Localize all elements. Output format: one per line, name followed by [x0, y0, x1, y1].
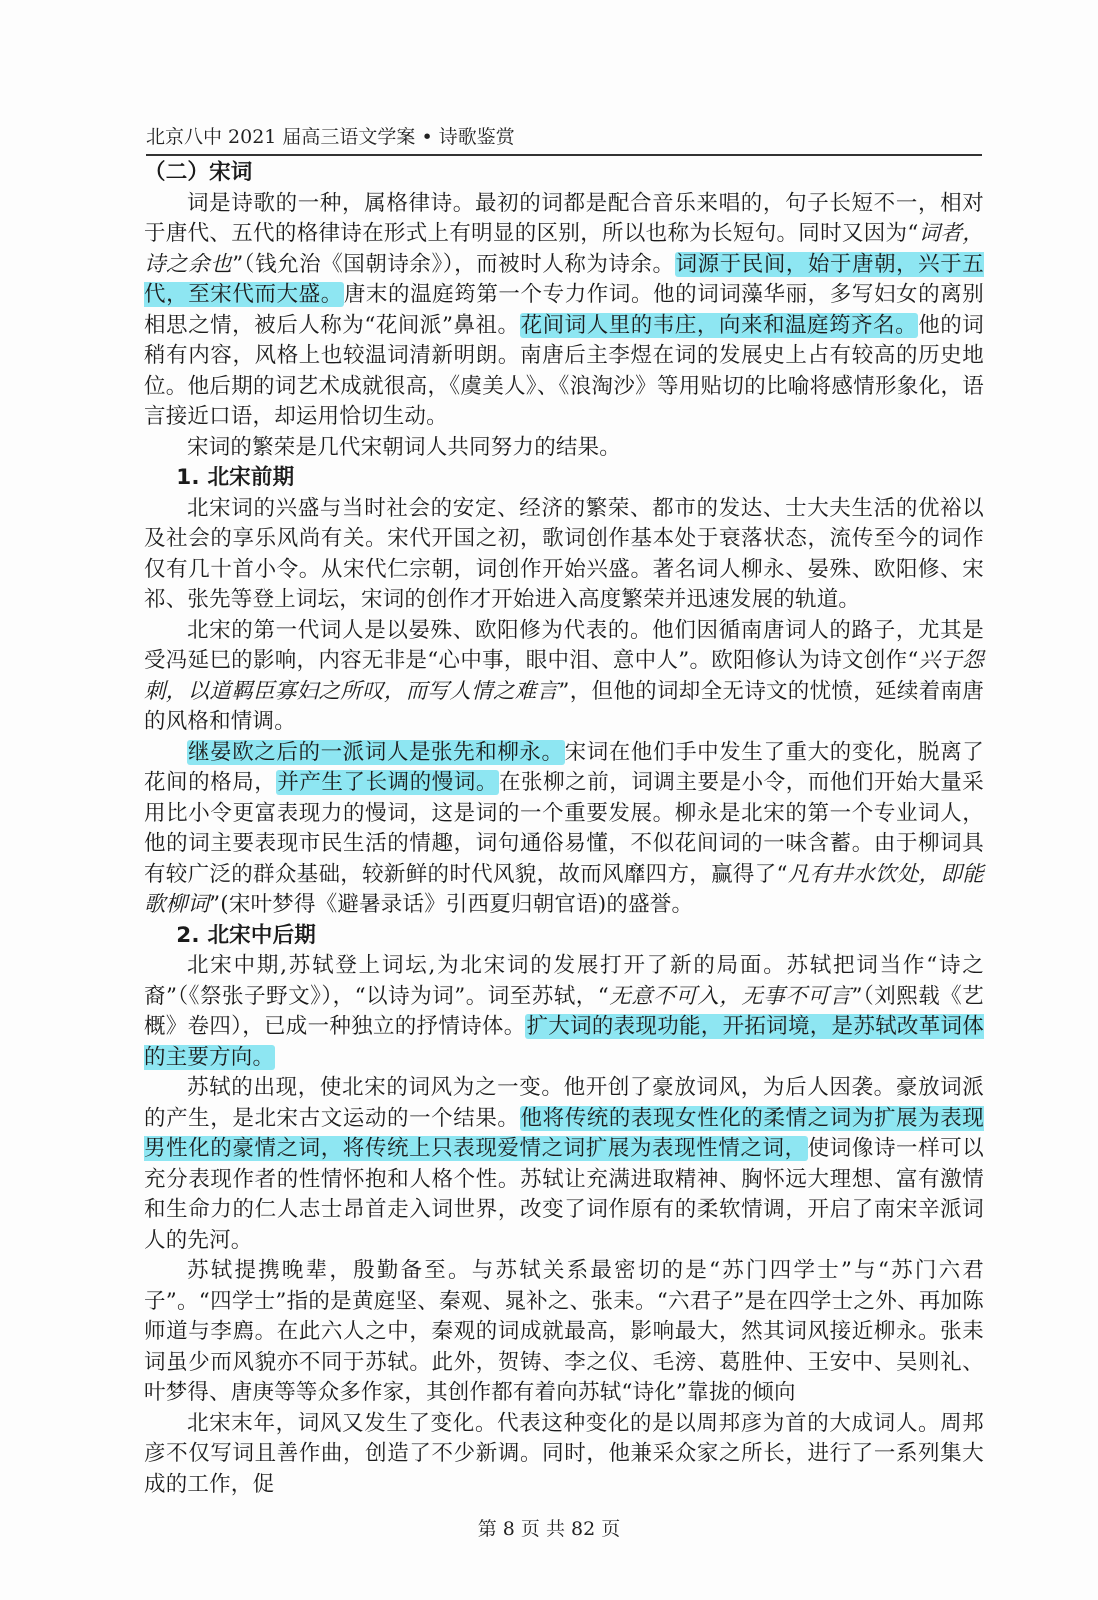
highlighted-text: 并产生了长调的慢词。 [277, 770, 498, 795]
text-run: 在张柳之前，词调主要是小令，而他们开始大量采用比小令更富表现力的慢词，这是词的一个重要发展。柳永是北宋的第一个专业词人，他的词主要表现市民生活的情趣，词句通俗易懂，不似花间词的一味含蓄。由于柳词具有较广泛的群众基础，较新鲜的时代风貌，故而风靡四方，赢得了“ [144, 770, 984, 887]
paragraph [144, 738, 984, 921]
page-number: 第 8 页 共 82 页 [477, 1518, 621, 1540]
paragraph: 苏轼提携晚辈，殷勤备至。与苏轼关系最密切的是“苏门四学士”与“苏门六君子”。“四学士”指的是黄庭坚、秦观、晁补之、张耒。“六君子”是在四学士之外、再加陈师道与李廌。在此六人之中，秦观的词成就最高，影响最大，然其词风接近柳永。张耒词虽少而风貌亦不同于苏轼。此外，贺铸、李之仪、毛滂、葛胜仲、王安中、吴则礼、叶梦得、唐庚等等众多作家，其创作都有着向苏轼“诗化”靠拢的倾向 [144, 1258, 984, 1405]
quoted-text: 词者，诗之余也 [144, 221, 984, 277]
paragraph [144, 616, 984, 738]
subsection-title: 1. 北宋前期 [176, 465, 295, 490]
quoted-text: 兴于怨刺，以道羁臣寡妇之所叹，而写人情之难言 [144, 648, 984, 704]
text-run: 他的词稍有内容，风格上也较温词清新明朗。南唐后主李煜在词的发展史上占有较高的历史地位。他后期的词艺术成就很高，《虞美人》、《浪淘沙》等用贴切的比喻将感情形象化，语言接近口语，却运用恰切生动。 [144, 312, 985, 429]
text-run: 北宋的第一代词人是以晏殊、欧阳修为代表的。他们因循南唐词人的路子，尤其是受冯延巳的影响，内容无非是“心中事，眼中泪、意中人”。欧阳修认为诗文创作“ [144, 617, 984, 673]
subsection-title: 2. 北宋中后期 [176, 922, 316, 948]
text-run: ”（钱允治《国朝诗余》），而被时人称为诗余。 [232, 251, 675, 277]
text-run: ”，但他的词却全无诗文的忧愤，延续着南唐的风格和情调。 [144, 678, 984, 734]
text-run: 唐末的温庭筠第一个专力作词。他的词词藻华丽，多写妇女的离别相思之情，被后人称为“花间派”鼻祖。 [144, 282, 984, 338]
highlighted-text: 花间词人里的韦庄，向来和温庭筠齐名。 [520, 312, 918, 338]
paragraph: 宋词的繁荣是几代宋朝词人共同努力的结果。 [187, 434, 622, 460]
highlighted-text: 扩大词的表现功能，开拓词境，是苏轼改革词体的主要方向。 [144, 1014, 984, 1070]
text-run: ”（刘熙载《艺概》卷四），已成一种独立的抒情诗体。 [144, 983, 984, 1039]
text-run: 苏轼的出现，使北宋的词风为之一变。他开创了豪放词风，为后人因袭。豪放词派的产生，是北宋古文运动的一个结果。 [144, 1075, 984, 1131]
text-run: 词是诗歌的一种，属格律诗。最初的词都是配合音乐来唱的，句子长短不一，相对于唐代、五代的格律诗在形式上有明显的区别，所以也称为长短句。同时又因为“ [144, 190, 984, 246]
highlighted-text: 继晏欧之后的一派词人是张先和柳永。 [188, 739, 564, 765]
highlighted-text: 他将传统的表现女性化的柔情之词为扩展为表现男性化的豪情之词，将传统上只表现爱情之词扩展为表现性情之词， [144, 1105, 984, 1161]
page-header: 北京八中 2021 届高三语文学案 • 诗歌鉴赏 [146, 124, 982, 156]
section-title: （二）宋词 [144, 160, 253, 185]
text-run: ”(宋叶梦得《避暑录话》引西夏归朝官语)的盛誉。 [209, 892, 694, 917]
paragraph [144, 189, 984, 433]
paragraph [144, 951, 984, 1073]
paragraph: 北宋词的兴盛与当时社会的安定、经济的繁荣、都市的发达、士大夫生活的优裕以及社会的享乐风尚有关。宋代开国之初，歌词创作基本处于衰落状态，流传至今的词作仅有几十首小令。从宋代仁宗朝，词创作开始兴盛。著名词人柳永、晏殊、欧阳修、宋祁、张先等登上词坛，宋词的创作才开始进入高度繁荣并迅速发展的轨道。 [144, 495, 984, 612]
paragraph [144, 1073, 984, 1256]
quoted-text: 无意不可入，无事不可言 [609, 983, 852, 1009]
text-run: 北宋中期,苏轼登上词坛,为北宋词的发展打开了新的局面。苏轼把词当作“诗之裔”（《祭张子野文》），“以诗为词”。词至苏轼，“ [144, 953, 984, 1009]
text-run: 使词像诗一样可以充分表现作者的性情怀抱和人格个性。苏轼让充满进取精神、胸怀远大理想、富有激情和生命力的仁人志士昂首走入词世界，改变了词作原有的柔软情调，开启了南宋辛派词人的先河。 [144, 1136, 984, 1253]
document-body [144, 158, 984, 1500]
paragraph: 北宋末年，词风又发生了变化。代表这种变化的是以周邦彦为首的大成词人。周邦彦不仅写词且善作曲，创造了不少新调。同时，他兼采众家之所长，进行了一系列集大成的工作，促 [144, 1410, 984, 1497]
text-run: 宋词在他们手中发生了重大的变化，脱离了花间的格局， [144, 739, 984, 795]
highlighted-text: 词源于民间，始于唐朝，兴于五代，至宋代而大盛。 [144, 251, 984, 307]
quoted-text: 凡有井水饮处，即能歌柳词 [144, 861, 984, 917]
